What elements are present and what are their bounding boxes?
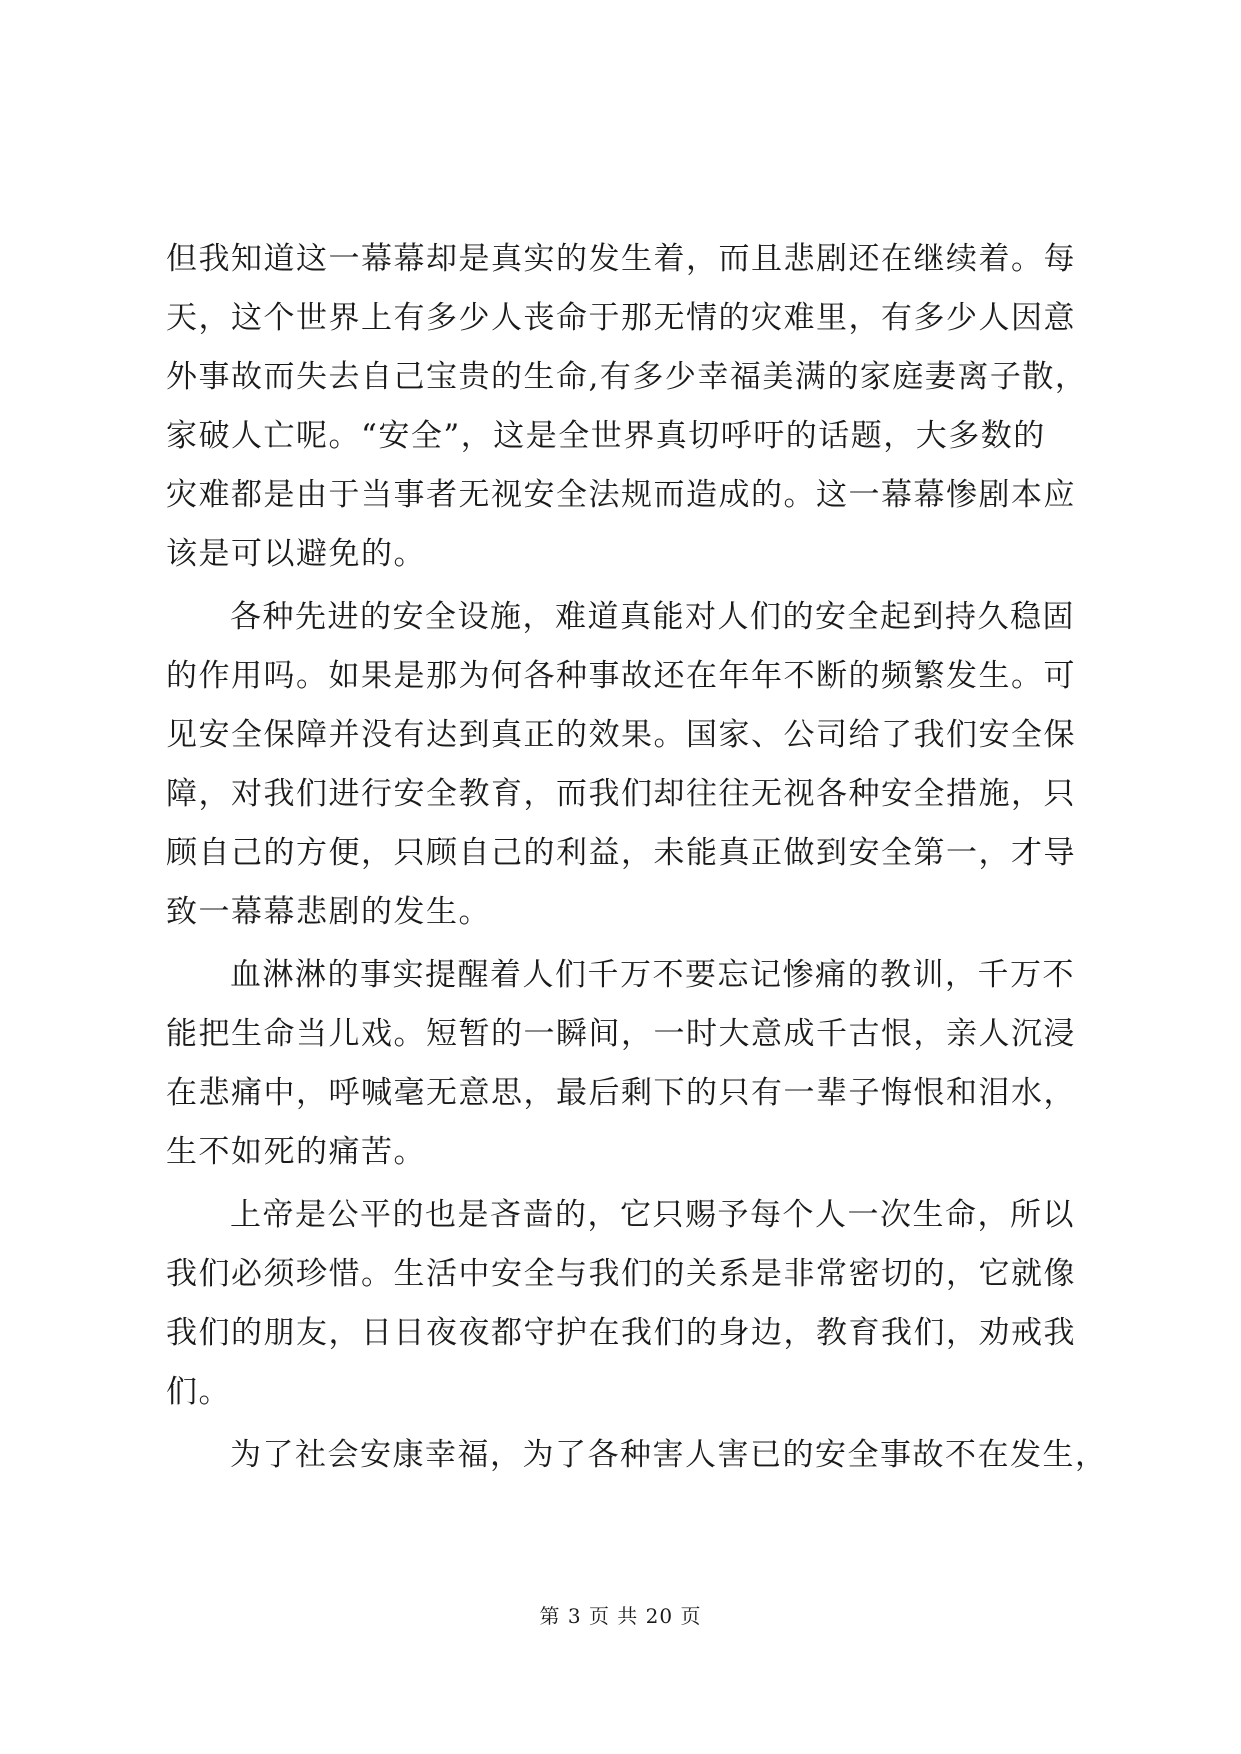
text-line: 顾自己的方便，只顾自己的利益，未能真正做到安全第一，才导 bbox=[166, 835, 1076, 871]
text-line: 但我知道这一幕幕却是真实的发生着，而且悲剧还在继续着。每 bbox=[166, 241, 1076, 277]
paragraph-4 bbox=[166, 1186, 1090, 1422]
text-line: 生不如死的痛苦。 bbox=[166, 1134, 426, 1170]
text-line: 各种先进的安全设施，难道真能对人们的安全起到持久稳固 bbox=[230, 599, 1075, 635]
document-body bbox=[166, 230, 1108, 1485]
text-line: 在悲痛中，呼喊毫无意思，最后剩下的只有一辈子悔恨和泪水， bbox=[166, 1075, 1076, 1111]
page-number-footer: 第 3 页 共 20 页 bbox=[539, 1604, 702, 1628]
paragraph-5 bbox=[166, 1426, 1108, 1485]
text-line: 能把生命当儿戏。短暂的一瞬间，一时大意成千古恨，亲人沉浸 bbox=[166, 1016, 1076, 1052]
text-line: 外事故而失去自己宝贵的生命,有多少幸福美满的家庭妻离子散， bbox=[166, 359, 1088, 395]
text-line: 灾难都是由于当事者无视安全法规而造成的。这一幕幕惨剧本应 bbox=[166, 477, 1076, 513]
text-line: 障，对我们进行安全教育，而我们却往往无视各种安全措施，只 bbox=[166, 776, 1076, 812]
paragraph-1 bbox=[166, 230, 1090, 584]
text-line: 家破人亡呢。“安全”，这是全世界真切呼吁的话题，大多数的 bbox=[166, 418, 1046, 454]
paragraph-2 bbox=[166, 588, 1090, 942]
text-line: 我们必须珍惜。生活中安全与我们的关系是非常密切的，它就像 bbox=[166, 1256, 1076, 1292]
text-line: 们。 bbox=[166, 1374, 231, 1410]
text-line: 血淋淋的事实提醒着人们千万不要忘记惨痛的教训，千万不 bbox=[230, 957, 1075, 993]
text-line: 的作用吗。如果是那为何各种事故还在年年不断的频繁发生。可 bbox=[166, 658, 1076, 694]
text-line: 该是可以避免的。 bbox=[166, 536, 426, 572]
text-line: 我们的朋友，日日夜夜都守护在我们的身边，教育我们，劝戒我 bbox=[166, 1315, 1076, 1351]
text-line: 上帝是公平的也是吝啬的，它只赐予每个人一次生命，所以 bbox=[230, 1197, 1075, 1233]
text-line: 天，这个世界上有多少人丧命于那无情的灾难里，有多少人因意 bbox=[166, 300, 1076, 336]
text-line: 见安全保障并没有达到真正的效果。国家、公司给了我们安全保 bbox=[166, 717, 1076, 753]
paragraph-3 bbox=[166, 946, 1090, 1182]
text-line: 致一幕幕悲剧的发生。 bbox=[166, 894, 491, 930]
text-line: 为了社会安康幸福，为了各种害人害已的安全事故不在发生， bbox=[230, 1437, 1108, 1473]
